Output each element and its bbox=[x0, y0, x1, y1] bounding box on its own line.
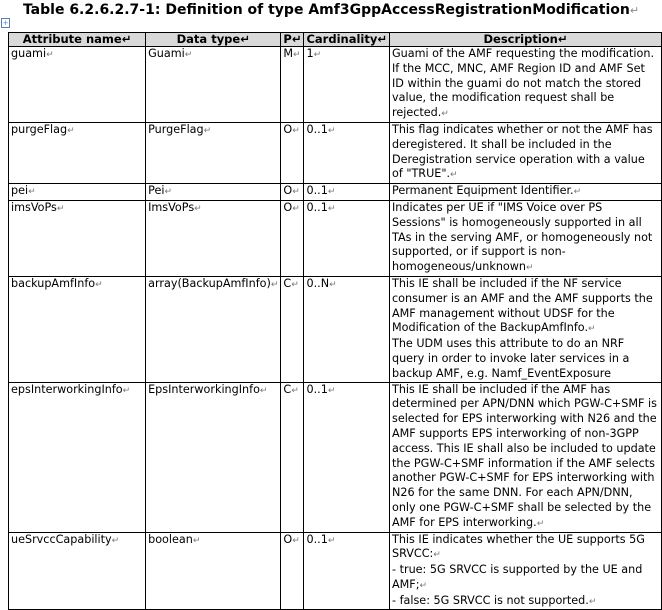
cell-description: Permanent Equipment Identifier.↵ bbox=[389, 184, 661, 201]
cell-presence: O↵ bbox=[281, 532, 304, 610]
cell-attribute-name: backupAmfInfo↵ bbox=[9, 276, 146, 382]
cell-attribute-name: guami↵ bbox=[9, 47, 146, 123]
table-row bbox=[9, 200, 662, 276]
cell-description bbox=[389, 276, 661, 382]
cell-presence: O↵ bbox=[281, 122, 304, 183]
description-paragraph: The UDM uses this attribute to do an NRF query in order to invoke later services in a backup AMF, e.g. Namf_EventExposure bbox=[391, 337, 630, 380]
cell-attribute-name: pei↵ bbox=[9, 184, 146, 201]
cell-data-type: array(BackupAmfInfo)↵ bbox=[146, 276, 281, 382]
cell-data-type: EpsInterworkingInfo↵ bbox=[146, 382, 281, 532]
header-attribute-name: Attribute name↵ bbox=[9, 33, 146, 47]
cell-attribute-name: purgeFlag↵ bbox=[9, 122, 146, 183]
cell-presence: O↵ bbox=[281, 200, 304, 276]
cell-cardinality: 0..1↵ bbox=[304, 200, 390, 276]
cell-presence: C↵ bbox=[281, 276, 304, 382]
cell-description: This IE shall be included if the AMF has determined per APN/DNN which PGW-C+SMF is selected for EPS interworking with N26 and the AMF supports EPS interworking of non-3GPP access. This IE shall also be included to update the PGW-C+SMF information if the AMF selects another PGW-C+SMF for EPS interworking with N26 for the same DNN. For each APN/DNN, only one PGW-C+SMF shall be selected by the AMF for EPS interworking.↵ bbox=[389, 382, 661, 532]
header-description: Description↵ bbox=[389, 33, 661, 47]
cell-presence: C↵ bbox=[281, 382, 304, 532]
cell-data-type: Pei↵ bbox=[146, 184, 281, 201]
cell-presence: M↵ bbox=[281, 47, 304, 123]
table-row bbox=[9, 184, 662, 201]
cell-cardinality: 0..1↵ bbox=[304, 532, 390, 610]
cell-attribute-name: epsInterworkingInfo↵ bbox=[9, 382, 146, 532]
cell-data-type: PurgeFlag↵ bbox=[146, 122, 281, 183]
cell-description: Indicates per UE if "IMS Voice over PS Sessions" is homogeneously supported in all TAs in the serving AMF, or homogeneously not supported, or if support is non-homogeneous/unknown↵ bbox=[389, 200, 661, 276]
cell-data-type: boolean↵ bbox=[146, 532, 281, 610]
cell-cardinality: 0..1↵ bbox=[304, 122, 390, 183]
definition-table bbox=[8, 32, 662, 610]
cell-attribute-name: ueSrvccCapability↵ bbox=[9, 532, 146, 610]
table-row bbox=[9, 382, 662, 532]
description-paragraph: This IE shall be included if the NF service consumer is an AMF and the AMF supports the AMF management without UDSF for the Modification of the BackupAmfInfo.↵ bbox=[391, 276, 653, 335]
cell-data-type: ImsVoPs↵ bbox=[146, 200, 281, 276]
table-anchor-icon[interactable]: + bbox=[2, 19, 9, 27]
cell-cardinality: 1↵ bbox=[304, 47, 390, 123]
cell-presence: O↵ bbox=[281, 184, 304, 201]
cell-cardinality: 0..1↵ bbox=[304, 184, 390, 201]
paragraph-mark-icon: ↵ bbox=[629, 4, 640, 17]
cell-description: This flag indicates whether or not the AMF has deregistered. It shall be included in the Deregistration service operation with a value of "TRUE".↵ bbox=[389, 122, 661, 183]
description-paragraph: - false: 5G SRVCC is not supported.↵ bbox=[391, 593, 597, 607]
cell-cardinality: 0..1↵ bbox=[304, 382, 390, 532]
description-paragraph: - true: 5G SRVCC is supported by the UE and AMF;↵ bbox=[391, 563, 643, 591]
table-row bbox=[9, 276, 662, 382]
header-data-type: Data type↵ bbox=[146, 33, 281, 47]
header-presence: P↵ bbox=[281, 33, 304, 47]
cell-description: Guami of the AMF requesting the modification. If the MCC, MNC, AMF Region ID and AMF Set ID within the guami do not match the stored value, the modification request shall be rejected.↵ bbox=[389, 47, 661, 123]
table-header-row bbox=[9, 33, 662, 47]
cell-cardinality: 0..N↵ bbox=[304, 276, 390, 382]
table-row bbox=[9, 122, 662, 183]
cell-attribute-name: imsVoPs↵ bbox=[9, 200, 146, 276]
table-row bbox=[9, 47, 662, 123]
table-title: Table 6.2.6.2.7-1: Definition of type Amf3GppAccessRegistrationModification↵ bbox=[22, 2, 640, 18]
description-paragraph: This IE indicates whether the UE supports 5G SRVCC:↵ bbox=[391, 532, 645, 561]
header-cardinality: Cardinality↵ bbox=[304, 33, 390, 47]
cell-data-type: Guami↵ bbox=[146, 47, 281, 123]
